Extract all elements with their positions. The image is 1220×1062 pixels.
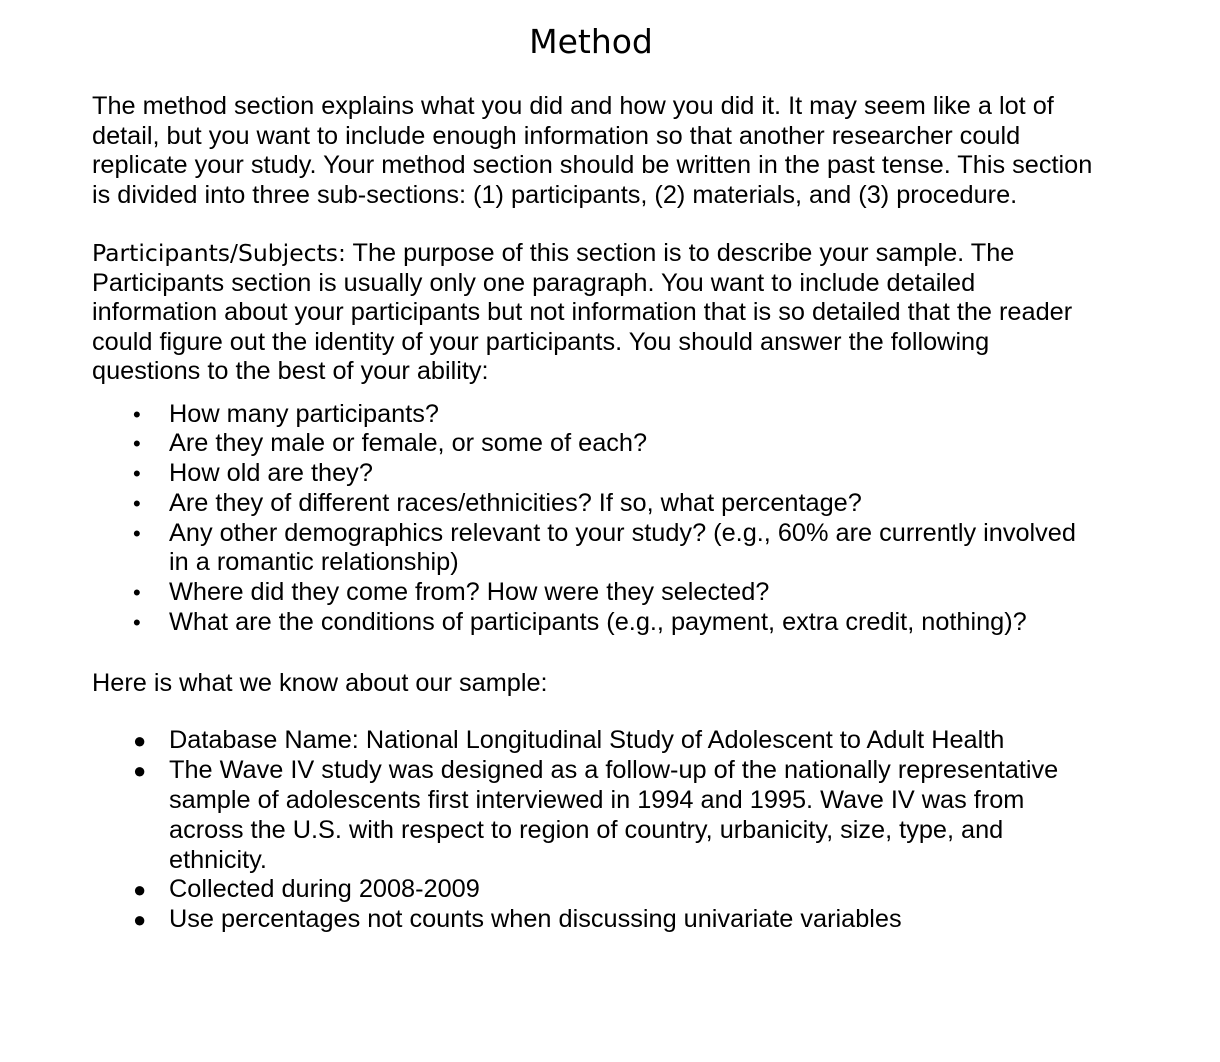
list-item-text: What are the conditions of participants (e.g., payment, extra credit, nothing)? xyxy=(169,608,1027,637)
intro-paragraph: The method section explains what you did and how you did it. It may seem like a lot of detail, but you want to include enough information so that another researcher could replicate your study. Your method section should be written in the past tense. This section is divided into three sub-sections: (1) participants, (2) materials, and (3) procedure. xyxy=(92,92,1093,209)
list-item-text: How many participants? xyxy=(169,399,439,428)
bullet-icon: ● xyxy=(133,728,147,754)
list-item xyxy=(92,726,1102,756)
list-item-text: Where did they come from? How were they selected? xyxy=(169,578,770,607)
bullet-icon: • xyxy=(133,520,141,546)
list-item-text: Use percentages not counts when discussing univariate variables xyxy=(169,905,902,934)
list-item-text: Any other demographics relevant to your study? (e.g., 60% are currently involved in a romantic relationship) xyxy=(169,518,1076,577)
list-item xyxy=(92,905,1102,935)
list-item-text: Are they male or female, or some of each? xyxy=(169,429,648,458)
sample-facts-list xyxy=(92,726,1102,935)
list-item xyxy=(92,489,1102,519)
participants-paragraph xyxy=(92,239,1102,387)
bullet-icon: • xyxy=(133,490,141,516)
list-item xyxy=(92,429,1102,459)
page-title: Method xyxy=(529,22,653,61)
bullet-icon: • xyxy=(133,431,141,457)
list-item-text: Collected during 2008-2009 xyxy=(169,875,480,904)
list-item-text: How old are they? xyxy=(169,459,373,488)
list-item-text: Database Name: National Longitudinal Study of Adolescent to Adult Health xyxy=(169,726,1005,755)
bullet-icon: ● xyxy=(133,758,147,784)
list-item xyxy=(92,578,1102,608)
list-item-text: Are they of different races/ethnicities? If so, what percentage? xyxy=(169,488,862,517)
bullet-icon: ● xyxy=(133,877,147,903)
bullet-icon: ● xyxy=(133,907,147,933)
list-item xyxy=(92,875,1102,905)
document-body xyxy=(92,92,1102,935)
list-item xyxy=(92,459,1102,489)
bullet-icon: • xyxy=(133,461,141,487)
bullet-icon: • xyxy=(133,580,141,606)
list-item-text: The Wave IV study was designed as a follow-up of the nationally representative sample of adolescents first interviewed in 1994 and 1995. Wave IV was from across the U.S. with respect to region of country, urbanicity, size, type, and ethnicity. xyxy=(169,756,1059,874)
bullet-icon: • xyxy=(133,401,141,427)
list-item xyxy=(92,756,1102,875)
bullet-icon: • xyxy=(133,610,141,636)
list-item xyxy=(92,608,1102,638)
sample-intro-paragraph: Here is what we know about our sample: xyxy=(92,668,548,697)
participant-questions-list xyxy=(92,400,1102,638)
list-item xyxy=(92,519,1102,579)
list-item xyxy=(92,400,1102,430)
participants-label: Participants/Subjects: xyxy=(92,239,346,267)
participants-text: The purpose of this section is to describe your sample. The Participants section is usually only one paragraph. You want to include detailed information about your participants but not information that is so detailed that the reader could figure out the identity of your participants. You should answer the following questions to the best of your ability: xyxy=(92,239,1073,385)
